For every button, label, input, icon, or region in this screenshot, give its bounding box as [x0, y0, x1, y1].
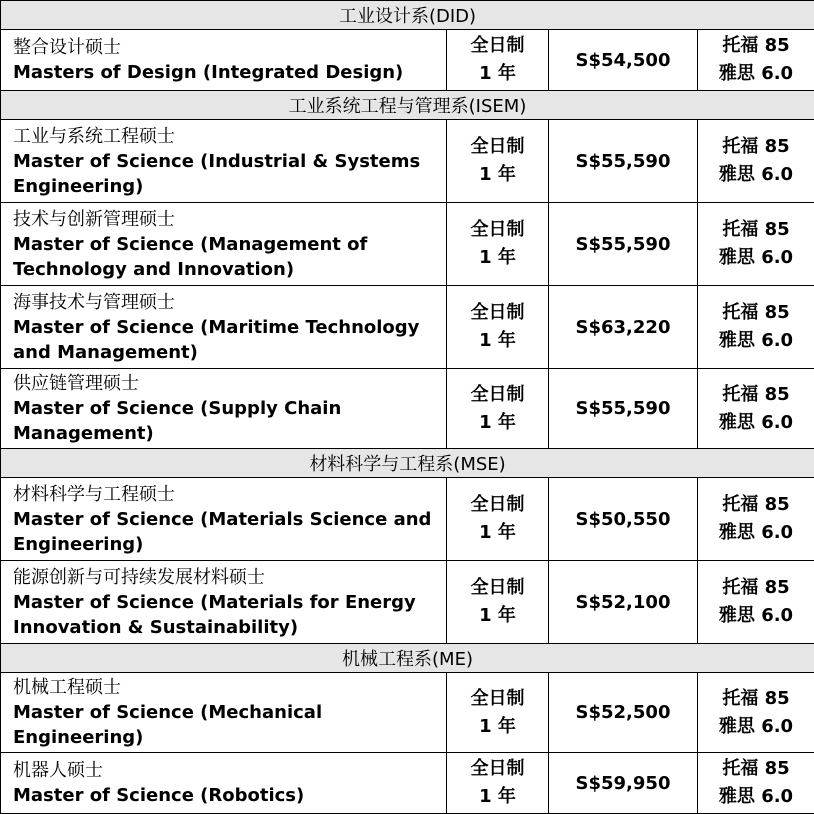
program-name-cell — [1, 286, 447, 369]
program-name-en: Master of Science (Maritime Technology and Management) — [13, 315, 440, 365]
ielts-requirement: 雅思 6.0 — [698, 244, 814, 272]
program-name-cn: 机器人硕士 — [13, 758, 440, 783]
program-name-cell — [1, 203, 447, 286]
study-duration: 1 年 — [447, 327, 548, 355]
program-name-en: Master of Science (Industrial & Systems Engineering) — [13, 149, 440, 199]
department-title: 工业设计系(DID) — [1, 1, 814, 30]
language-requirement-cell — [698, 203, 814, 286]
program-name-cell — [1, 561, 447, 644]
study-mode-cell — [447, 203, 549, 286]
toefl-requirement: 托福 85 — [698, 133, 814, 161]
toefl-requirement: 托福 85 — [698, 755, 814, 783]
program-row — [1, 30, 814, 91]
program-name-cell — [1, 369, 447, 449]
study-mode: 全日制 — [447, 574, 548, 602]
program-name-en: Master of Science (Materials for Energy Innovation & Sustainability) — [13, 590, 440, 640]
study-duration: 1 年 — [447, 161, 548, 189]
language-requirement-cell — [698, 120, 814, 203]
study-duration: 1 年 — [447, 519, 548, 547]
program-name-cn: 整合设计硕士 — [13, 35, 440, 60]
program-name-cell — [1, 120, 447, 203]
tuition-fee: S$52,500 — [549, 673, 698, 753]
study-mode: 全日制 — [447, 381, 548, 409]
study-duration: 1 年 — [447, 783, 548, 811]
ielts-requirement: 雅思 6.0 — [698, 783, 814, 811]
tuition-fee: S$55,590 — [549, 203, 698, 286]
tuition-fee: S$55,590 — [549, 120, 698, 203]
program-row — [1, 286, 814, 369]
study-mode: 全日制 — [447, 755, 548, 783]
department-header-row — [1, 91, 814, 120]
program-row — [1, 478, 814, 561]
department-title: 工业系统工程与管理系(ISEM) — [1, 91, 814, 120]
program-name-cell — [1, 478, 447, 561]
department-header-row — [1, 1, 814, 30]
program-row — [1, 369, 814, 449]
department-title: 机械工程系(ME) — [1, 644, 814, 673]
tuition-fee: S$59,950 — [549, 753, 698, 814]
study-mode: 全日制 — [447, 685, 548, 713]
program-name-en: Masters of Design (Integrated Design) — [13, 60, 440, 85]
toefl-requirement: 托福 85 — [698, 491, 814, 519]
language-requirement-cell — [698, 753, 814, 814]
program-table-body — [1, 1, 814, 814]
study-mode-cell — [447, 561, 549, 644]
study-mode-cell — [447, 120, 549, 203]
study-mode: 全日制 — [447, 299, 548, 327]
program-row — [1, 561, 814, 644]
study-mode: 全日制 — [447, 491, 548, 519]
program-name-en: Master of Science (Materials Science and Engineering) — [13, 507, 440, 557]
program-name-cn: 海事技术与管理硕士 — [13, 290, 440, 315]
program-name-cn: 材料科学与工程硕士 — [13, 482, 440, 507]
program-name-cn: 技术与创新管理硕士 — [13, 207, 440, 232]
ielts-requirement: 雅思 6.0 — [698, 519, 814, 547]
program-name-en: Master of Science (Management of Technology and Innovation) — [13, 232, 440, 282]
language-requirement-cell — [698, 286, 814, 369]
study-mode-cell — [447, 753, 549, 814]
toefl-requirement: 托福 85 — [698, 32, 814, 60]
study-duration: 1 年 — [447, 713, 548, 741]
study-mode-cell — [447, 478, 549, 561]
program-name-en: Master of Science (Supply Chain Management) — [13, 396, 440, 446]
program-name-en: Master of Science (Robotics) — [13, 783, 440, 808]
tuition-fee: S$63,220 — [549, 286, 698, 369]
language-requirement-cell — [698, 561, 814, 644]
tuition-fee: S$52,100 — [549, 561, 698, 644]
study-mode: 全日制 — [447, 32, 548, 60]
program-name-cn: 供应链管理硕士 — [13, 371, 440, 396]
ielts-requirement: 雅思 6.0 — [698, 161, 814, 189]
study-mode-cell — [447, 30, 549, 91]
language-requirement-cell — [698, 30, 814, 91]
program-row — [1, 120, 814, 203]
program-name-en: Master of Science (Mechanical Engineering) — [13, 700, 440, 750]
program-name-cn: 能源创新与可持续发展材料硕士 — [13, 565, 440, 590]
language-requirement-cell — [698, 673, 814, 753]
toefl-requirement: 托福 85 — [698, 216, 814, 244]
toefl-requirement: 托福 85 — [698, 381, 814, 409]
study-duration: 1 年 — [447, 60, 548, 88]
study-mode-cell — [447, 286, 549, 369]
ielts-requirement: 雅思 6.0 — [698, 327, 814, 355]
ielts-requirement: 雅思 6.0 — [698, 409, 814, 437]
study-duration: 1 年 — [447, 602, 548, 630]
program-row — [1, 673, 814, 753]
program-row — [1, 203, 814, 286]
program-name-cell — [1, 30, 447, 91]
tuition-fee: S$54,500 — [549, 30, 698, 91]
program-row — [1, 753, 814, 814]
program-name-cell — [1, 753, 447, 814]
department-header-row — [1, 644, 814, 673]
ielts-requirement: 雅思 6.0 — [698, 713, 814, 741]
tuition-fee: S$50,550 — [549, 478, 698, 561]
ielts-requirement: 雅思 6.0 — [698, 60, 814, 88]
language-requirement-cell — [698, 478, 814, 561]
study-mode-cell — [447, 673, 549, 753]
department-title: 材料科学与工程系(MSE) — [1, 449, 814, 478]
study-mode-cell — [447, 369, 549, 449]
study-mode: 全日制 — [447, 133, 548, 161]
study-mode: 全日制 — [447, 216, 548, 244]
study-duration: 1 年 — [447, 244, 548, 272]
ielts-requirement: 雅思 6.0 — [698, 602, 814, 630]
study-duration: 1 年 — [447, 409, 548, 437]
toefl-requirement: 托福 85 — [698, 299, 814, 327]
toefl-requirement: 托福 85 — [698, 574, 814, 602]
language-requirement-cell — [698, 369, 814, 449]
program-name-cn: 工业与系统工程硕士 — [13, 124, 440, 149]
toefl-requirement: 托福 85 — [698, 685, 814, 713]
program-name-cn: 机械工程硕士 — [13, 675, 440, 700]
program-name-cell — [1, 673, 447, 753]
tuition-fee: S$55,590 — [549, 369, 698, 449]
department-header-row — [1, 449, 814, 478]
